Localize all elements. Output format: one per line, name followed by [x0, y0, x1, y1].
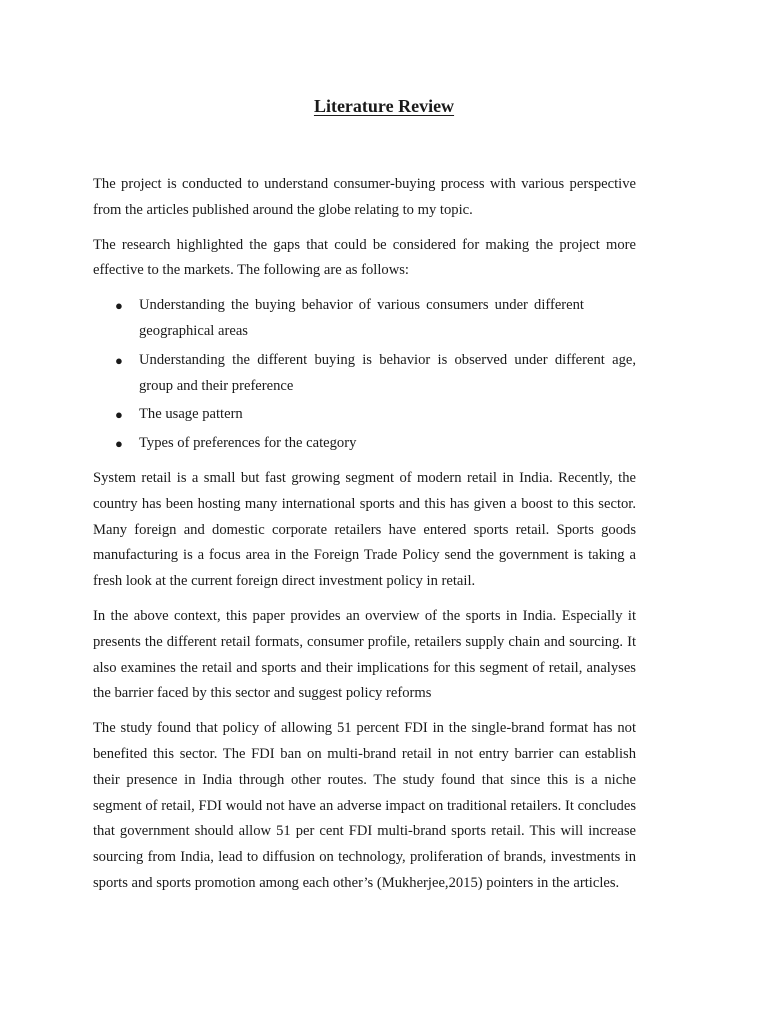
intro-paragraph: The project is conducted to understand consumer-buying process with various perspective from the articles published around the globe relating to my topic. [93, 176, 636, 218]
bullet-icon: ● [115, 436, 123, 452]
list-item-text: The usage pattern [139, 406, 243, 423]
document-body [93, 172, 636, 906]
list-item-text: Understanding the buying behavior of various consumers under different geographical areas [139, 297, 584, 339]
list-item [93, 431, 636, 457]
bullet-icon: ● [115, 298, 123, 314]
body-paragraph: The study found that policy of allowing 51 percent FDI in the single-brand format has not benefited this sector. The FDI ban on multi-brand retail in not entry barrier can establish their presence in India through other routes. The study found that since this is a niche segment of retail, FDI would not have an adverse impact on traditional retailers. It concludes that government should allow 51 per cent FDI multi-brand sports retail. This will increase sourcing from India, lead to diffusion on technology, proliferation of brands, investments in sports and sports promotion among each other’s (Mukherjee,2015) pointers in the articles. [93, 720, 636, 891]
gaps-bullet-list [93, 293, 636, 457]
body-paragraph: In the above context, this paper provides an overview of the sports in India. Especially it presents the different retail formats, consumer profile, retailers supply chain and sourcing. It also examines the retail and sports and their implications for this segment of retail, analyses the barrier faced by this sector and suggest policy reforms [93, 607, 636, 702]
body-paragraph: System retail is a small but fast growing segment of modern retail in India. Recently, the country has been hosting many international sports and this has given a boost to this sector. Many foreign and domestic corporate retailers have entered sports retail. Sports goods manufacturing is a focus area in the Foreign Trade Policy send the government is taking a fresh look at the current foreign direct investment policy in retail. [93, 469, 636, 590]
list-item [93, 402, 636, 428]
bullet-icon: ● [115, 352, 123, 368]
bullet-icon: ● [115, 407, 123, 423]
list-item-text: Types of preferences for the category [139, 435, 357, 452]
list-item [93, 348, 636, 400]
list-item-text: Understanding the different buying is behavior is observed under different age, group and their preference [139, 351, 636, 394]
intro-paragraph: The research highlighted the gaps that could be considered for making the project more effective to the markets. The following are as follows: [93, 236, 636, 279]
list-item [93, 293, 636, 345]
page-title: Literature Review [313, 96, 455, 116]
